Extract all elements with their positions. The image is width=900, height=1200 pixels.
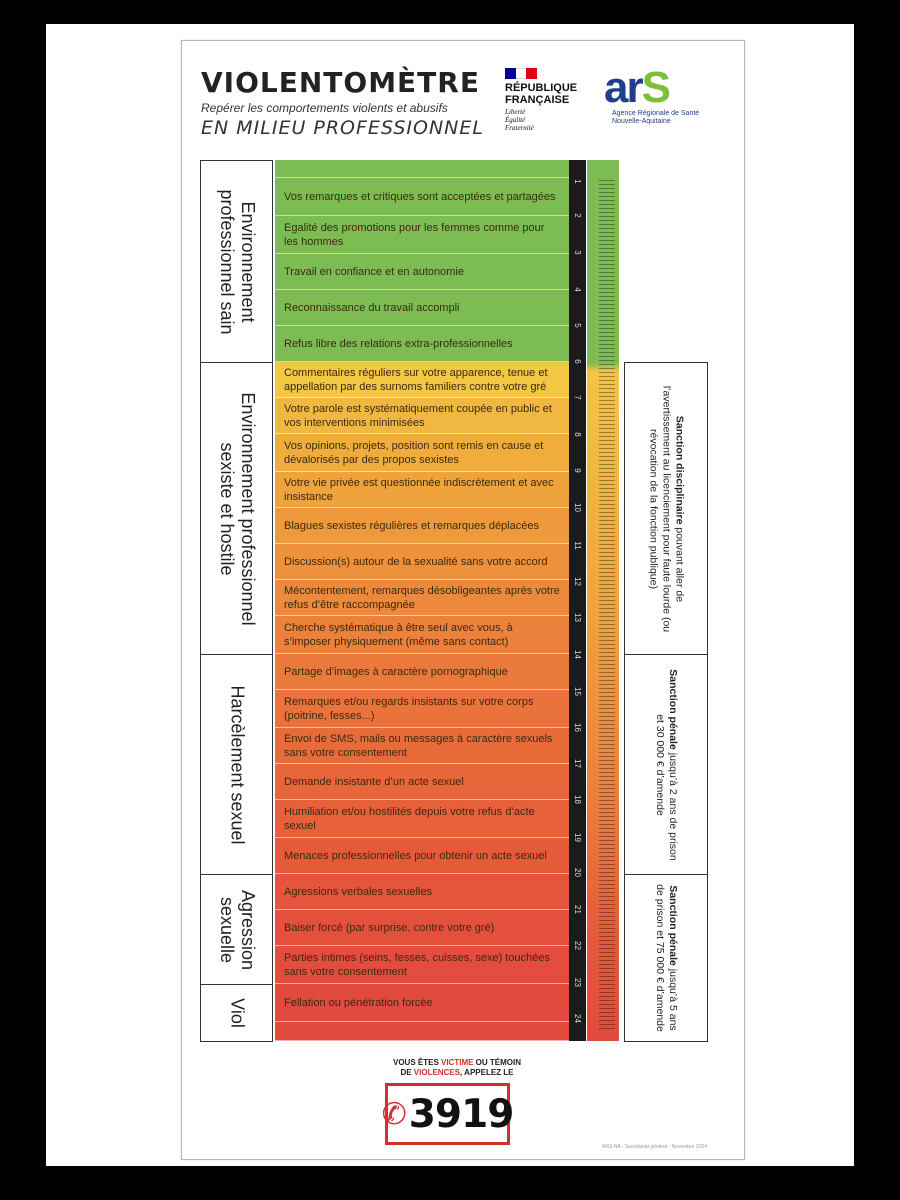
behavior-text: Votre parole est systématiquement coupée en public et vos interventions minimisées (284, 402, 552, 429)
scale-number: 2 (573, 213, 582, 218)
behavior-row (275, 362, 569, 398)
behavior-text: Humiliation et/ou hostilités depuis votre refus d’acte sexuel (284, 805, 535, 832)
sanction-type: Sanction pénale (667, 668, 679, 750)
behavior-text: Demande insistante d’un acte sexuel (284, 775, 464, 788)
category-block (200, 362, 273, 655)
behavior-row (275, 178, 569, 216)
behavior-row (275, 654, 569, 690)
category-block (200, 984, 273, 1042)
behavior-row (275, 800, 569, 838)
french-flag-icon (505, 68, 537, 79)
behavior-text: Parties intimes (seins, fesses, cuisses, sexe) touchées sans votre consentement (284, 951, 550, 978)
behavior-text: Refus libre des relations extra-professionnelles (284, 337, 513, 350)
category-block (200, 160, 273, 363)
scale-number: 8 (573, 432, 582, 437)
sanction-block (624, 874, 708, 1042)
sanction-text (653, 665, 679, 865)
sanction-type: Sanction disciplinaire (673, 415, 686, 524)
behavior-text: Discussion(s) autour de la sexualité sans votre accord (284, 555, 548, 568)
behavior-row (275, 290, 569, 326)
rf-name-line2: FRANÇAISE (505, 94, 570, 106)
scale-number: 5 (573, 323, 582, 328)
scale-number: 3 (573, 250, 582, 255)
behavior-text: Cherche systématique à être seul avec vous, à s’imposer physiquement (même sans contact) (284, 621, 513, 648)
scale-number: 22 (573, 941, 582, 950)
scale-number: 10 (573, 503, 582, 512)
behavior-row (275, 1022, 569, 1041)
scale-number: 18 (573, 795, 582, 804)
behavior-text: Partage d’images à caractère pornographique (284, 665, 508, 678)
behavior-text: Vos opinions, projets, position sont remis en cause et dévalorisés par des propos sexistes (284, 439, 544, 466)
behavior-text: Agressions verbales sexuelles (284, 885, 432, 898)
sanction-detail: jusqu’à 5 ans de prison et 75 000 € d’amende (654, 884, 679, 1032)
rf-motto-1: Liberté (505, 108, 526, 116)
ars-letters: ar (604, 63, 642, 112)
behavior-row (275, 580, 569, 616)
behavior-row (275, 838, 569, 874)
category-label: Environnement professionnel sexiste et hostile (216, 391, 258, 626)
scale-number: 15 (573, 687, 582, 696)
ars-logo (604, 63, 724, 138)
rf-motto-2: Égalité (505, 116, 526, 124)
behavior-row (275, 728, 569, 764)
behavior-row (275, 326, 569, 362)
sanction-text (653, 883, 679, 1033)
ars-line1: Agence Régionale de Santé (612, 110, 700, 117)
behavior-row (275, 544, 569, 580)
scale-number: 9 (573, 468, 582, 473)
behavior-row (275, 434, 569, 472)
gradient-ruler (587, 160, 619, 1041)
scale-number: 20 (573, 868, 582, 877)
behavior-text: Mécontentement, remarques désobligeantes après votre refus d’être raccompagnée (284, 584, 560, 611)
category-block (200, 874, 273, 985)
phone-icon: ✆ (381, 1097, 407, 1131)
category-label: Environnement professionnel sain (216, 188, 258, 335)
footer-credit: ARS NA - Secrétariat général - Novembre 2024 (602, 1144, 708, 1150)
behavior-row (275, 690, 569, 728)
behavior-text: Blagues sexistes régulières et remarques déplacées (284, 519, 539, 532)
behavior-row (275, 764, 569, 800)
behavior-row (275, 616, 569, 654)
behavior-row-spacer (275, 160, 569, 178)
behavior-row (275, 874, 569, 910)
scale-bar (569, 160, 586, 1041)
sanction-block (624, 654, 708, 875)
behavior-text: Menaces professionnelles pour obtenir un acte sexuel (284, 849, 547, 862)
republique-francaise-logo (505, 68, 590, 132)
behavior-text: Fellation ou pénétration forcée (284, 996, 433, 1009)
scale-number: 11 (573, 541, 582, 550)
ars-line2: Nouvelle-Aquitaine (612, 118, 671, 125)
scale-number: 7 (573, 395, 582, 400)
scale-number: 13 (573, 613, 582, 622)
scale-number: 16 (573, 723, 582, 732)
behavior-row (275, 508, 569, 544)
poster-subtitle: Repérer les comportements violents et abusifs (201, 101, 448, 115)
scale-number: 23 (573, 978, 582, 987)
behavior-text: Vos remarques et critiques sont acceptées et partagées (284, 190, 556, 203)
sanction-detail: jusqu’à 2 ans de prison et 30 000 € d’amende (654, 713, 679, 861)
behavior-text: Baiser forcé (par surprise, contre votre gré) (284, 921, 495, 934)
scale-number: 17 (573, 759, 582, 768)
hotline-number-box[interactable] (381, 1083, 514, 1145)
behavior-text: Envoi de SMS, mails ou messages à caractère sexuels sans votre consentement (284, 732, 553, 759)
category-label: Agression sexuelle (216, 889, 258, 970)
behavior-row (275, 216, 569, 254)
poster-subtitle-context: EN MILIEU PROFESSIONNEL (201, 117, 484, 139)
category-label: Harcèlement sexuel (227, 684, 247, 845)
behavior-text: Travail en confiance et en autonomie (284, 265, 464, 278)
behavior-text: Commentaires réguliers sur votre apparence, tenue et appellation par des surnoms familiers contre votre gré (284, 366, 548, 393)
rf-name-line1: RÉPUBLIQUE (505, 82, 578, 94)
scale-number: 14 (573, 650, 582, 659)
behavior-row (275, 910, 569, 946)
sanction-type: Sanction pénale (667, 885, 679, 966)
scale-number: 12 (573, 577, 582, 586)
category-label: Viol (227, 998, 247, 1028)
category-block (200, 654, 273, 875)
scale-number: 4 (573, 287, 582, 292)
behavior-text: Egalité des promotions pour les femmes comme pour les hommes (284, 221, 545, 248)
behavior-row (275, 984, 569, 1022)
sanction-detail: pouvant aller de l’avertissement au licenciement pour faute lourde (ou révocation de la fonction publique) (647, 385, 686, 632)
poster-title: VIOLENTOMÈTRE (201, 66, 480, 99)
sanction-text (647, 384, 686, 634)
rf-motto-3: Fraternité (505, 124, 534, 132)
scale-number: 24 (573, 1014, 582, 1023)
scale-number: 21 (573, 905, 582, 914)
scale-number: 19 (573, 833, 582, 842)
scale-number: 1 (573, 179, 582, 184)
scale-number: 6 (573, 359, 582, 364)
hotline-number: 3919 (408, 1091, 514, 1137)
behavior-row (275, 946, 569, 984)
sanction-block (624, 362, 708, 655)
behavior-text: Remarques et/ou regards insistants sur votre corps (poitrine, fesses...) (284, 695, 534, 722)
behavior-text: Votre vie privée est questionnée indiscrètement et avec insistance (284, 476, 554, 503)
behavior-row (275, 398, 569, 434)
behavior-row (275, 472, 569, 508)
ars-letter-s: S (641, 63, 669, 112)
behavior-text: Reconnaissance du travail accompli (284, 301, 460, 314)
behavior-row (275, 254, 569, 290)
helpline-callout: VOUS ÊTES VICTIME OU TÉMOIN DE VIOLENCES, APPELEZ LE (392, 1058, 522, 1077)
